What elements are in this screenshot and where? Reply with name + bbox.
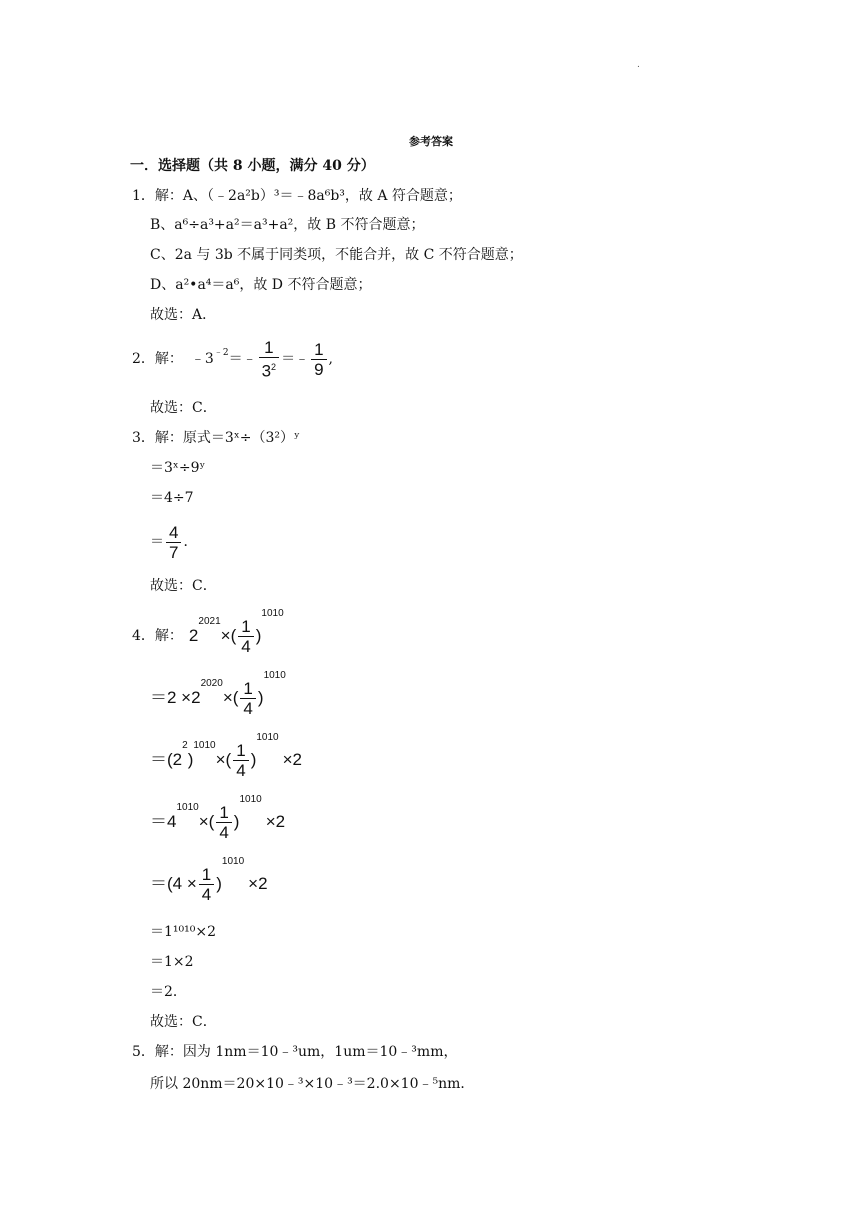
q4-s5-lead: ＝(4 ×	[150, 874, 197, 893]
q5-line-2: 所以 20nm＝20×10﹣³×10﹣³＝2.0×10﹣⁵nm．	[150, 1076, 475, 1092]
q1-line-a	[132, 186, 462, 206]
q1-prefix: 1．解：	[132, 188, 183, 204]
q1-option-a: A、（﹣2a²b）³＝﹣8a⁶b³，故 A 符合题意；	[182, 188, 462, 204]
q2-eq2: ＝﹣	[281, 351, 310, 367]
q2-frac2-den: 9	[311, 359, 326, 379]
q5-prefix: 5．解：	[132, 1044, 183, 1060]
q4-step-6: ＝1¹⁰¹⁰×2	[150, 924, 216, 940]
q4-s4-power: 1010	[239, 794, 262, 805]
q4-s1-power: 1010	[261, 608, 284, 619]
q3-eq4: ＝	[150, 534, 164, 550]
section-heading: 一．选择题（共 8 小题，满分 40 分）	[130, 158, 375, 174]
q4-s3-inner-exp: 2	[182, 740, 188, 751]
q5-expr-1: 因为 1nm＝10﹣³um，1um＝10﹣³mm，	[182, 1044, 458, 1060]
q3-line-3: ＝4÷7	[150, 490, 194, 506]
q1-option-c: C、2a 与 3b 不属于同类项，不能合并，故 C 不符合题意；	[150, 247, 523, 263]
q5-line-1	[132, 1042, 457, 1062]
q3-prefix: 3．解：	[132, 430, 183, 446]
q4-s4-x2: ×2	[265, 812, 286, 831]
q3-answer: 故选：C．	[150, 578, 217, 594]
q4-s4-lead: ＝4	[150, 812, 177, 831]
q3-line-2: ＝3ˣ÷9ʸ	[150, 460, 206, 476]
q2-prefix: 2．解：	[132, 351, 183, 367]
q4-prefix: 4．解：	[132, 628, 183, 644]
q4-s3-power-b: 1010	[256, 732, 279, 743]
q2-frac2-num: 1	[314, 339, 324, 359]
q4-s1-base: 2	[188, 626, 199, 645]
q2-lhs: ﹣3	[190, 351, 214, 367]
q2-equation	[132, 334, 333, 384]
q3-frac-den: 7	[166, 542, 181, 562]
q4-s1-fraction: $\frac{1}{4}$	[238, 617, 253, 656]
q4-step-8: ＝2．	[150, 984, 187, 1000]
q4-step-5: ＝(4 × $\frac{1}{4}$ ) 1010 ×2	[150, 858, 268, 910]
q2-frac1-den: $3^2$	[259, 357, 279, 381]
q3-tail: ．	[183, 534, 198, 550]
q4-s1-exp: 2021	[198, 616, 221, 627]
q4-s5-x2: ×2	[248, 874, 268, 893]
q4-s3-fraction: $\frac{1}{4}$	[233, 741, 248, 780]
q4-step-3: ＝(2 2 ) 1010 × ( $\frac{1}{4}$ ) 1010 ×2	[150, 734, 302, 786]
q4-s2-exp: 2020	[200, 678, 223, 689]
q4-step-4: ＝4 1010 × ( $\frac{1}{4}$ ) 1010 ×2	[150, 796, 285, 848]
q4-s5-fraction: $\frac{1}{4}$	[199, 865, 214, 904]
q1-option-b: B、a⁶÷a³+a²＝a³+a²，故 B 不符合题意；	[150, 217, 425, 233]
q3-line-1	[132, 428, 300, 448]
q3-frac-num: 4	[169, 522, 179, 542]
q4-step-2: ＝2 ×2 2020 × ( $\frac{1}{4}$ ) 1010	[150, 672, 286, 724]
q2-answer: 故选：C．	[150, 400, 217, 416]
q4-s2-fraction: $\frac{1}{4}$	[240, 679, 255, 718]
q2-eq1: ＝﹣	[228, 351, 257, 367]
q2-fraction-2	[311, 340, 326, 379]
q4-s3-x2: ×2	[282, 750, 302, 769]
q4-s5-power: 1010	[221, 856, 245, 867]
q4-step-7: ＝1×2	[150, 954, 194, 970]
q3-line-4	[150, 516, 197, 568]
q3-expr-1: 原式＝3ˣ÷（3²）ʸ	[182, 430, 300, 446]
q4-s2-power: 1010	[263, 670, 286, 681]
q2-fraction-1	[259, 338, 279, 381]
q4-answer: 故选：C．	[150, 1014, 217, 1030]
q2-lhs-exp: ﹣2	[213, 348, 229, 358]
q4-s3-lead: ＝(2	[150, 750, 183, 769]
q1-answer: 故选：A．	[150, 307, 217, 323]
q4-s4-fraction: $\frac{1}{4}$	[216, 803, 231, 842]
q1-option-d: D、a²•a⁴＝a⁶，故 D 不符合题意；	[150, 277, 372, 293]
q4-s4-exp: 1010	[176, 802, 199, 813]
page-title: 参考答案	[409, 135, 453, 148]
q4-s1-times: ×	[220, 626, 231, 645]
q2-tail: ,	[328, 351, 333, 367]
q3-fraction	[166, 523, 181, 562]
q4-s3-power-a: 1010	[193, 740, 216, 751]
q4-step-1: 4．解： 2 2021 × ( $\frac{1}{4}$ ) 1010	[132, 610, 284, 662]
q2-frac1-num: 1	[264, 337, 274, 357]
page-dot: .	[637, 60, 640, 70]
q4-s2-lead: ＝2 ×2	[150, 688, 201, 707]
